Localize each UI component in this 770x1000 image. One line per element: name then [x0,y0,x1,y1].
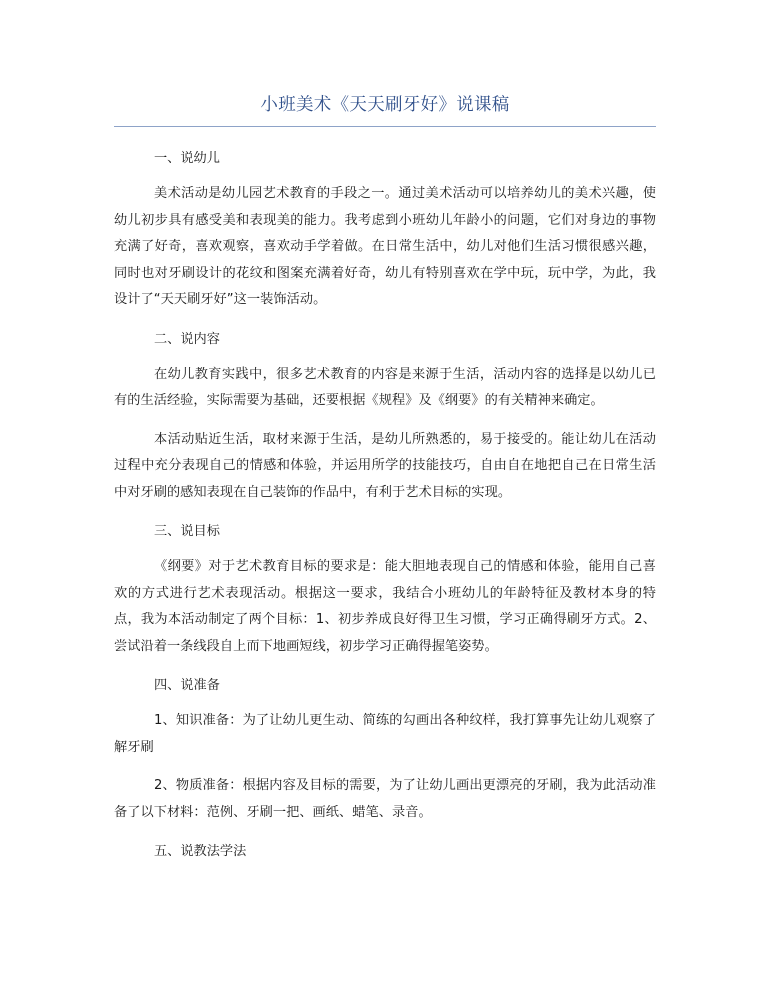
paragraph: 2、物质准备：根据内容及目标的需要，为了让幼儿画出更漂亮的牙刷，我为此活动准备了以下材料：范例、牙刷一把、画纸、蜡笔、录音。 [114,778,656,820]
section-heading: 一、说幼儿 [154,151,220,166]
paragraph: 在幼儿教育实践中，很多艺术教育的内容是来源于生活，活动内容的选择是以幼儿已有的生活经验，实际需要为基础，还要根据《规程》及《纲要》的有关精神来确定。 [114,366,656,408]
section-heading: 四、说准备 [154,678,220,693]
section-heading: 五、说教法学法 [154,844,247,859]
section-preparation [114,676,656,826]
section-methods [114,842,656,862]
section-content [114,330,656,507]
section-children [114,149,656,314]
paragraph: 《纲要》对于艺术教育目标的要求是：能大胆地表现自己的情感和体验，能用自己喜欢的方式进行艺术表现活动。根据这一要求，我结合小班幼儿的年龄特征及教材本身的特点，我为本活动制定了两个目标：1、初步养成良好得卫生习惯，学习正确得刷牙方式。2、尝试沿着一条线段自上而下地画短线，初步学习正确得握笔姿势。 [114,559,656,654]
title-divider [114,126,656,127]
document-title: 小班美术《天天刷牙好》说课稿 [260,95,510,115]
paragraph: 美术活动是幼儿园艺术教育的手段之一。通过美术活动可以培养幼儿的美术兴趣，使幼儿初步具有感受美和表现美的能力。我考虑到小班幼儿年龄小的问题，它们对身边的事物充满了好奇，喜欢观察，喜欢动手学着做。在日常生活中，幼儿对他们生活习惯很感兴趣，同时也对牙刷设计的花纹和图案充满着好奇，幼儿有特别喜欢在学中玩，玩中学，为此，我设计了“天天刷牙好”这一装饰活动。 [114,186,656,307]
paragraph: 本活动贴近生活，取材来源于生活，是幼儿所熟悉的，易于接受的。能让幼儿在活动过程中充分表现自己的情感和体验，并运用所学的技能技巧，自由自在地把自己在日常生活中对牙刷的感知表现在自己装饰的作品中，有利于艺术目标的实现。 [114,431,656,500]
paragraph: 1、知识准备：为了让幼儿更生动、简练的勾画出各种纹样，我打算事先让幼儿观察了解牙刷 [114,713,656,755]
section-goals [114,522,656,660]
section-heading: 三、说目标 [154,524,220,539]
section-heading: 二、说内容 [154,331,220,347]
